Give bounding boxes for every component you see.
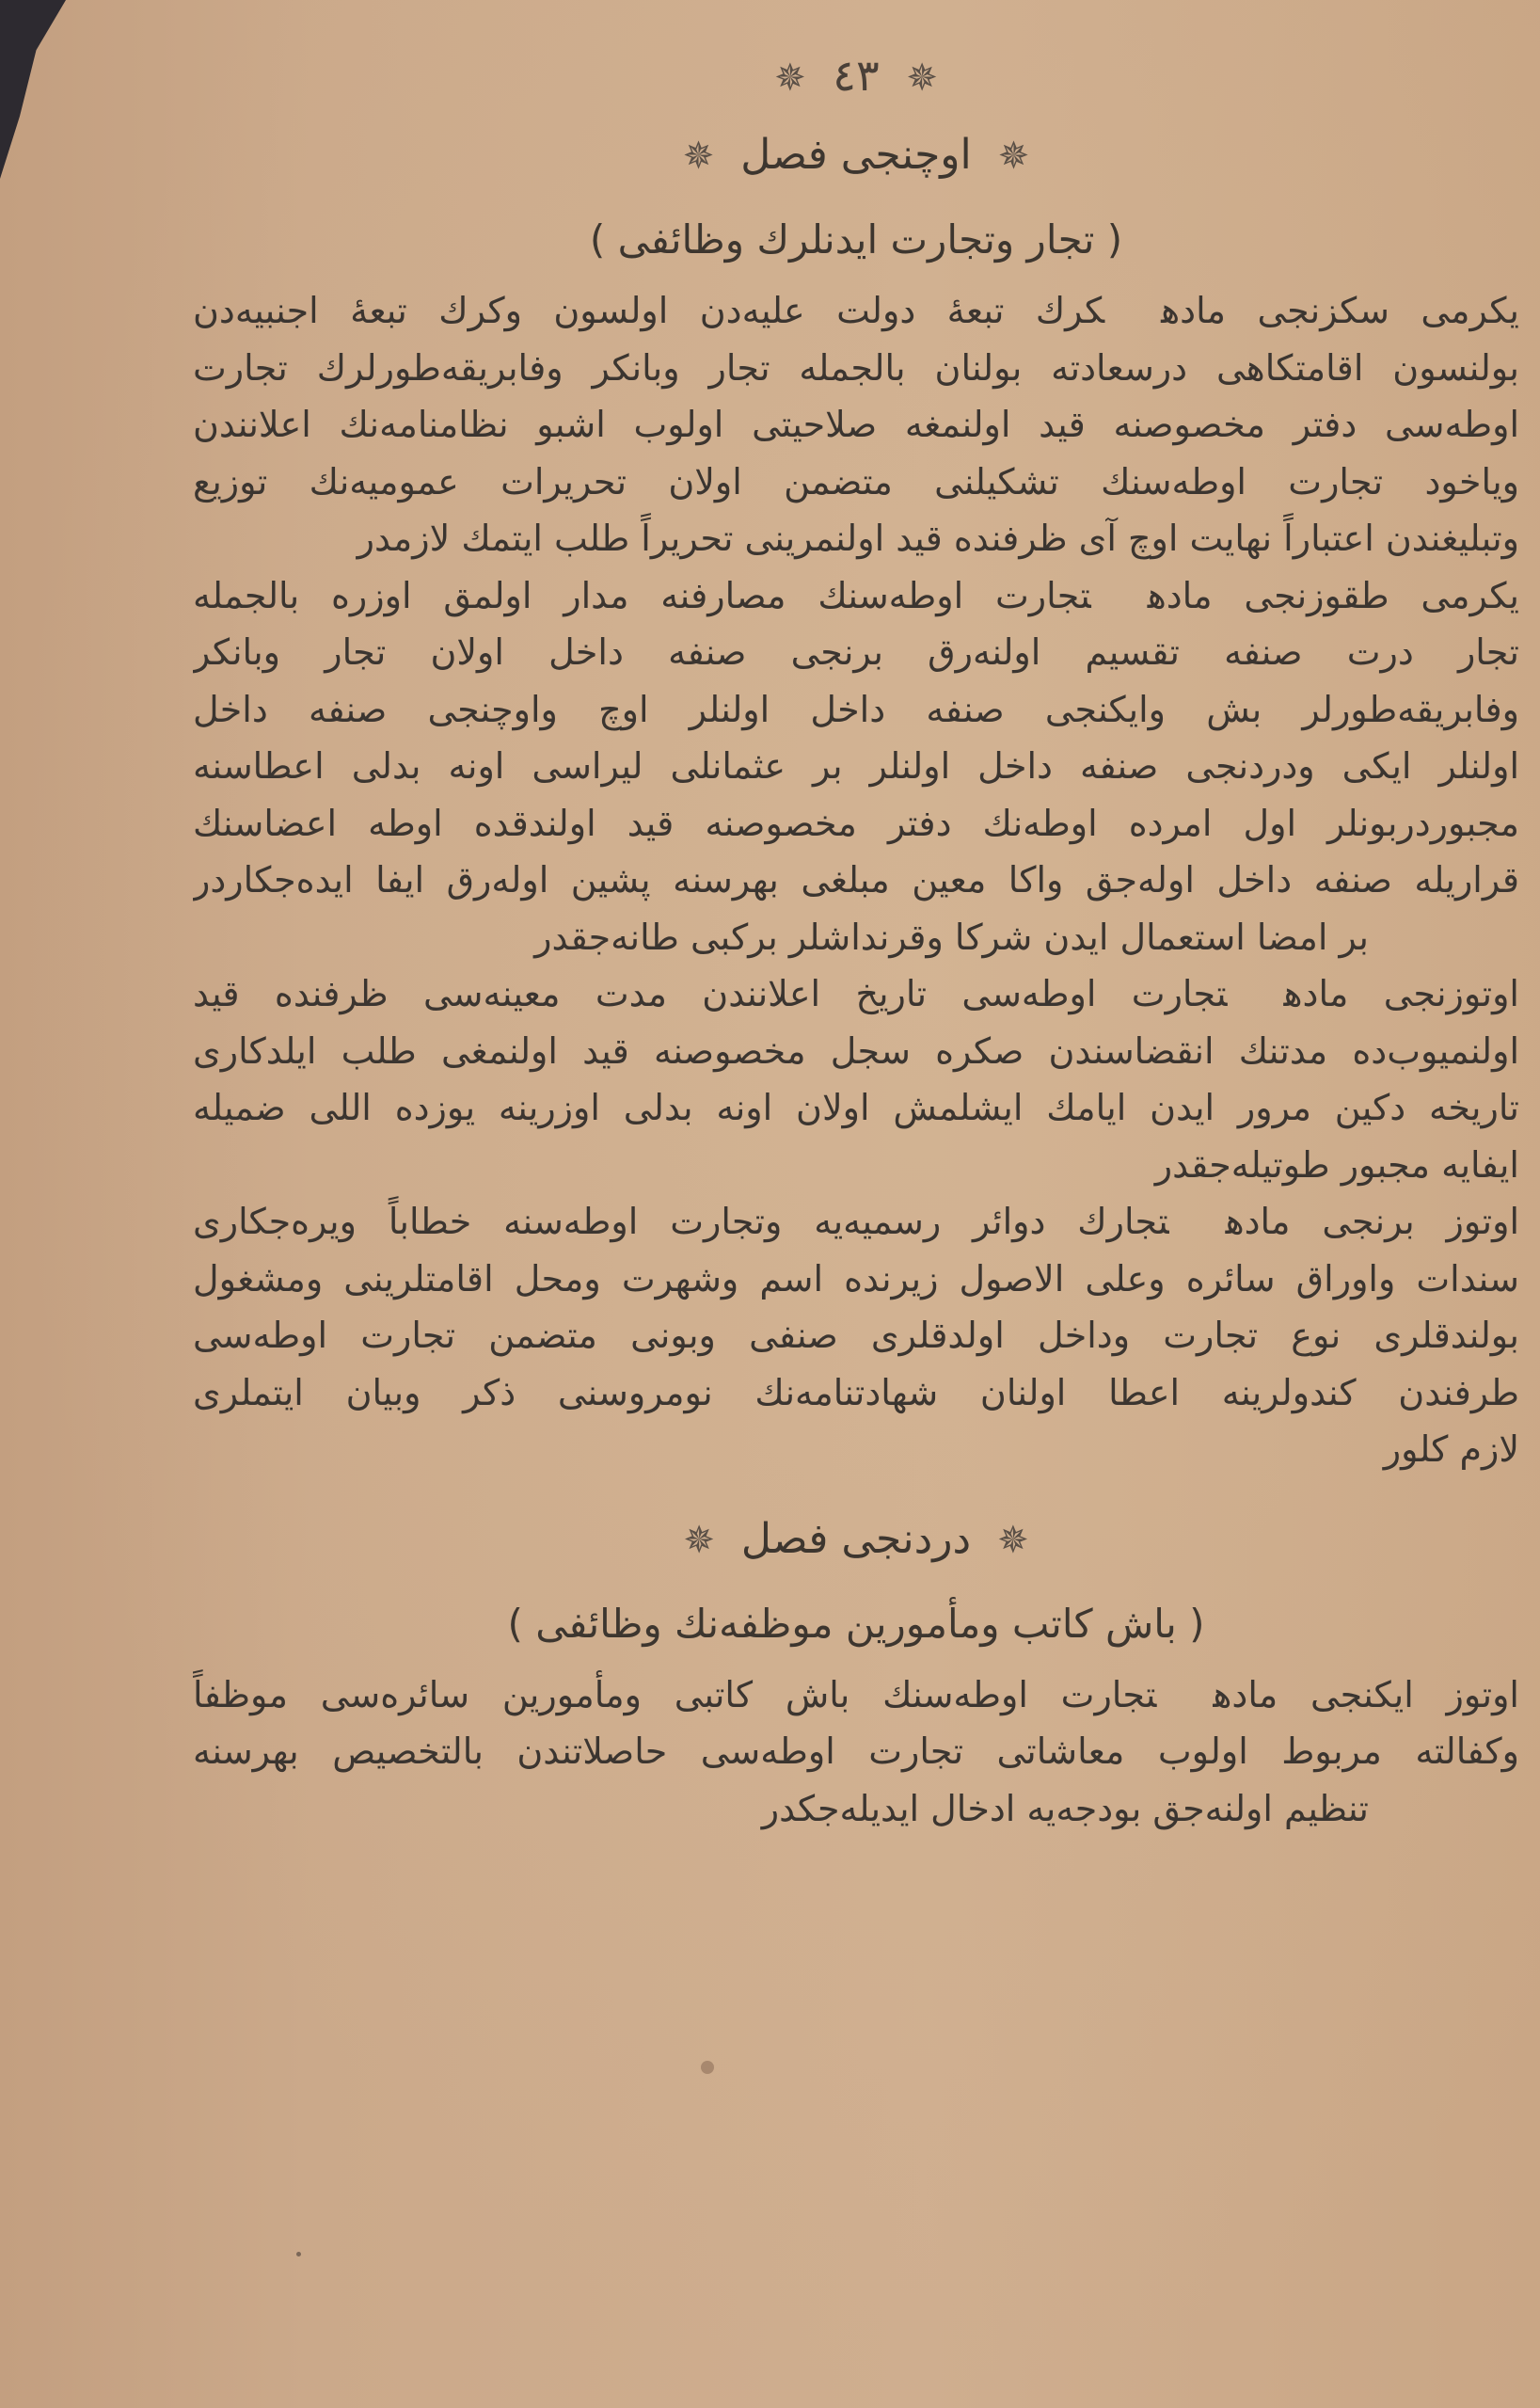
page-content — [193, 38, 1519, 1837]
text-line — [193, 852, 1519, 909]
ornament-star-icon: ✵ — [682, 135, 715, 178]
line-text: اولنلر ایكی ودردنجی صنفه داخل اولنلر بر عثمانلی لیراسی اونه بدلی اعطاسنه — [193, 745, 1519, 787]
article-first-line — [193, 965, 1519, 1023]
line-text: ویاخود تجارت اوطه‌سنك تشكیلنی متضمن اولان تحریرات عمومیه‌نك توزیع — [193, 460, 1519, 502]
text-line — [193, 795, 1519, 853]
article-label: یكرمی سكزنجی ماده — [1161, 290, 1519, 331]
line-text: تجارك دوائر رسمیه‌یه وتجارت اوطه‌سنه خطاباً ویره‌جكاری — [193, 1201, 1169, 1242]
chapter-title: دردنجی فصل — [740, 1514, 972, 1563]
ornament-star-icon: ✵ — [997, 1518, 1029, 1562]
text-line — [193, 909, 1519, 966]
article-label: یكرمی طقوزنجی ماده — [1147, 574, 1519, 616]
binding-shadow — [0, 0, 66, 179]
text-line — [193, 1137, 1519, 1194]
article-label: اوتوز ایكنجی ماده — [1213, 1673, 1519, 1715]
article-label: اوتوزنجی ماده — [1283, 973, 1519, 1014]
line-text: كرك تبعهٔ دولت علیه‌دن اولسون وكرك تبعهٔ اجنبیه‌دن — [193, 290, 1105, 331]
line-text: تجارت اوطه‌سنك مصارفنه مدار اولمق اوزره بالجمله — [193, 574, 1091, 616]
line-text: تنظیم اولنه‌جق بودجه‌یه ادخال ایدیله‌جكدر — [761, 1787, 1369, 1829]
line-text: تجار درت صنفه تقسیم اولنه‌رق برنجی صنفه داخل اولان تجار وبانكر — [193, 631, 1519, 673]
paper-speck — [296, 2252, 301, 2257]
line-text: قراریله صنفه داخل اوله‌جق واكا معین مبلغی بهرسنه پشین اوله‌رق ایفا ایده‌جكاردر — [193, 859, 1519, 901]
text-line — [193, 510, 1519, 567]
page-number-header — [193, 38, 1519, 113]
page-number: ٤٣ — [833, 50, 880, 101]
text-line — [193, 1307, 1519, 1364]
chapter-subtitle: ( باش كاتب ومأمورین موظفه‌نك وظائفی ) — [507, 1600, 1205, 1647]
text-line — [193, 454, 1519, 511]
line-text: بولنسون اقامتكاهی درسعادته بولنان بالجمله تجار وبانكر وفابریقه‌طورلرك تجارت — [193, 346, 1519, 389]
line-text: وفابریقه‌طورلر بش وایكنجی صنفه داخل اولنلر اوچ واوچنجی صنفه داخل — [193, 688, 1519, 730]
line-text: سندات واوراق سائره وعلی الاصول زیرنده اسم وشهرت ومحل اقامتلرینی ومشغول — [193, 1257, 1519, 1300]
text-line — [193, 1023, 1519, 1080]
line-text: وتبلیغندن اعتباراً نهایت اوچ آی ظرفنده قید اولنمرینی تحریراً طلب ایتمك لازمدر — [357, 518, 1519, 559]
text-line — [193, 681, 1519, 739]
line-text: اوطه‌سی دفتر مخصوصنه قید اولنمغه صلاحیتی اولوب اشبو نظامنامه‌نك اعلانندن — [193, 404, 1519, 445]
text-line — [193, 1780, 1519, 1838]
article-first-line — [193, 1193, 1519, 1251]
line-text: تجارت اوطه‌سنك باش كاتبی ومأمورین سائره‌سی موظفاً — [193, 1673, 1157, 1715]
text-line — [193, 738, 1519, 795]
chapter-heading — [193, 1497, 1519, 1582]
line-text: مجبوردربونلر اول امرده اوطه‌نك دفتر مخصوصنه قید اولندقده اوطه اعضاسنك — [193, 802, 1519, 844]
text-line — [193, 340, 1519, 397]
paper-stain — [701, 2061, 714, 2074]
text-line — [193, 396, 1519, 454]
chapter-heading — [193, 113, 1519, 198]
article-first-line — [193, 1666, 1519, 1724]
line-text: تاریخه دكین مرور ایدن ایامك ایشلمش اولان اونه بدلی اوزرینه یوزده اللی ضمیله — [193, 1087, 1519, 1128]
line-text: تجارت اوطه‌سی تاریخ اعلانندن مدت معینه‌سی ظرفنده قید — [193, 973, 1228, 1014]
ornament-star-icon: ✵ — [906, 56, 938, 100]
chapter-body — [193, 282, 1519, 1478]
chapter-body — [193, 1666, 1519, 1838]
line-text: وكفالته مربوط اولوب معاشاتی تجارت اوطه‌سی حاصلاتندن بالتخصیص بهرسنه — [193, 1730, 1519, 1772]
ornament-star-icon: ✵ — [683, 1518, 715, 1562]
line-text: طرفندن كندولرینه اعطا اولنان شهادتنامه‌نك نومروسنی ذكر وبیان ایتملری — [193, 1371, 1519, 1413]
line-text: بر امضا استعمال ایدن شركا وقرنداشلر بركبی طانه‌جقدر — [534, 916, 1369, 958]
line-text: بولندقلری نوع تجارت وداخل اولدقلری صنفی وبونی متضمن تجارت اوطه‌سی — [193, 1315, 1519, 1356]
text-line — [193, 1251, 1519, 1308]
text-line — [193, 1079, 1519, 1137]
article-label: اوتوز برنجی ماده — [1225, 1201, 1519, 1242]
ornament-star-icon: ✵ — [997, 135, 1030, 178]
text-line — [193, 1723, 1519, 1780]
text-line — [193, 624, 1519, 681]
line-text: لازم كلور — [1383, 1428, 1519, 1470]
chapter-title: اوچنجی فصل — [740, 131, 972, 179]
article-first-line — [193, 567, 1519, 625]
text-line — [193, 1364, 1519, 1422]
line-text: اولنمیوب‌ده مدتنك انقضاسندن صكره سجل مخصوصنه قید اولنمغی طلب ایلدكاری — [193, 1029, 1519, 1072]
text-line — [193, 1421, 1519, 1478]
line-text: ایفایه مجبور طوتیله‌جقدر — [1154, 1143, 1519, 1186]
article-first-line — [193, 282, 1519, 340]
chapter-subtitle: ( تجار وتجارت ایدنلرك وظائفی ) — [589, 216, 1123, 263]
ornament-star-icon: ✵ — [774, 56, 806, 100]
